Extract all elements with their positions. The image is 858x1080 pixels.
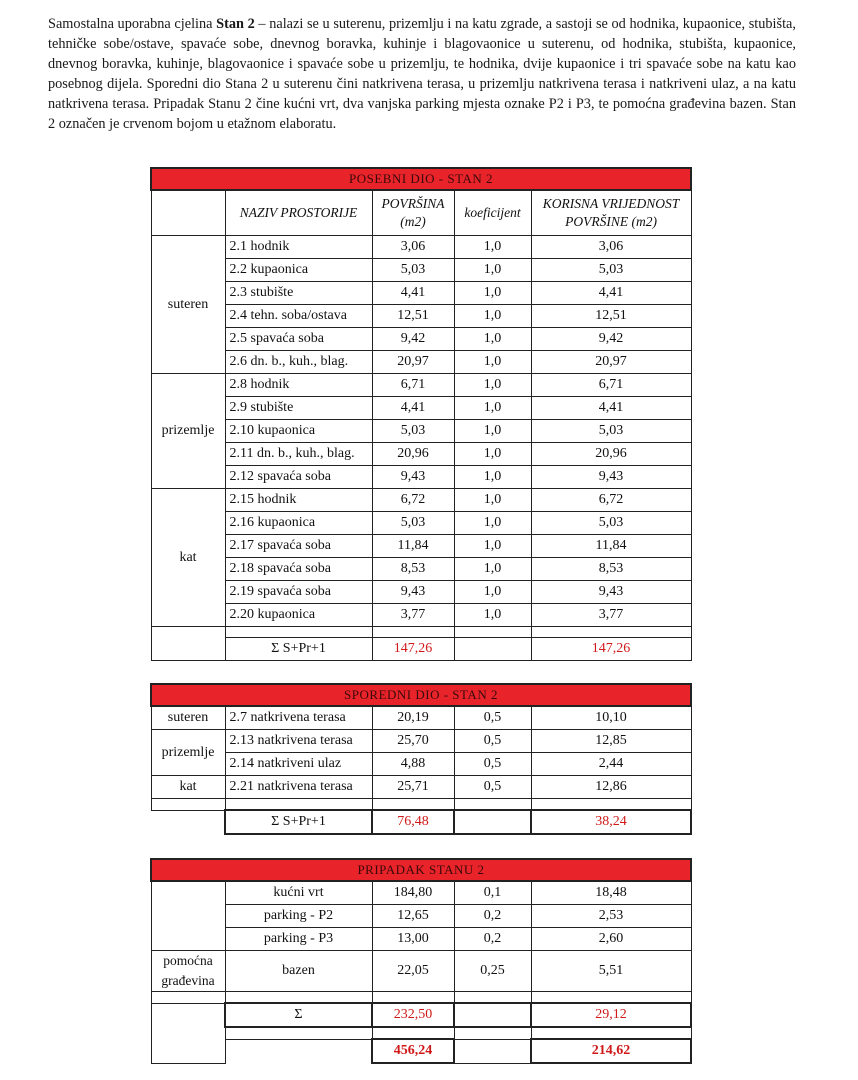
spacer xyxy=(531,627,691,638)
sporedni-row xyxy=(151,730,691,753)
spacer xyxy=(372,992,454,1004)
room-coef: 1,0 xyxy=(454,328,531,351)
col-header-area: POVRŠINA (m2) xyxy=(372,190,454,236)
posebni-row xyxy=(151,466,691,489)
room-name: 2.19 spavaća soba xyxy=(225,581,372,604)
room-coef: 1,0 xyxy=(454,374,531,397)
posebni-row xyxy=(151,236,691,259)
room-useful: 6,72 xyxy=(531,489,691,512)
room-name: 2.10 kupaonica xyxy=(225,420,372,443)
posebni-row xyxy=(151,420,691,443)
col-header-useful: KORISNA VRIJEDNOST POVRŠINE (m2) xyxy=(531,190,691,236)
empty-cell xyxy=(151,881,225,905)
sporedni-dio-title: SPOREDNI DIO - STAN 2 xyxy=(151,684,691,706)
room-coef: 1,0 xyxy=(454,443,531,466)
level-label: suteren xyxy=(151,706,225,730)
level-label: prizemlje xyxy=(151,730,225,776)
room-area: 4,88 xyxy=(372,753,454,776)
spacer xyxy=(372,1027,454,1039)
room-name: 2.20 kupaonica xyxy=(225,604,372,627)
posebni-row xyxy=(151,351,691,374)
room-area: 20,19 xyxy=(372,706,454,730)
level-label: prizemlje xyxy=(151,374,225,489)
room-useful: 12,86 xyxy=(531,776,691,799)
room-name: 2.7 natkrivena terasa xyxy=(225,706,372,730)
room-coef: 0,5 xyxy=(454,753,531,776)
empty-cell xyxy=(151,905,225,928)
room-useful: 10,10 xyxy=(531,706,691,730)
spacer xyxy=(225,1027,372,1039)
room-useful: 5,03 xyxy=(531,259,691,282)
room-area: 9,42 xyxy=(372,328,454,351)
room-name: 2.6 dn. b., kuh., blag. xyxy=(225,351,372,374)
room-name: 2.16 kupaonica xyxy=(225,512,372,535)
room-useful: 6,71 xyxy=(531,374,691,397)
room-useful: 12,51 xyxy=(531,305,691,328)
pripadak-item-useful: 18,48 xyxy=(531,881,691,905)
room-coef: 1,0 xyxy=(454,581,531,604)
room-coef: 1,0 xyxy=(454,420,531,443)
pripadak-item-name: bazen xyxy=(225,951,372,992)
room-useful: 9,42 xyxy=(531,328,691,351)
pripadak-item-useful: 2,53 xyxy=(531,905,691,928)
room-area: 12,51 xyxy=(372,305,454,328)
posebni-dio-title: POSEBNI DIO - STAN 2 xyxy=(151,168,691,190)
posebni-row xyxy=(151,443,691,466)
room-area: 3,77 xyxy=(372,604,454,627)
pripadak-total-useful: 29,12 xyxy=(531,1003,691,1027)
side-label-line2: građevina xyxy=(161,973,215,988)
room-area: 20,96 xyxy=(372,443,454,466)
posebni-row xyxy=(151,604,691,627)
spacer xyxy=(225,799,372,811)
spacer xyxy=(151,799,225,811)
grand-total-useful: 214,62 xyxy=(531,1039,691,1063)
sporedni-row xyxy=(151,753,691,776)
room-area: 6,72 xyxy=(372,489,454,512)
posebni-row xyxy=(151,489,691,512)
pripadak-table xyxy=(150,858,692,1064)
posebni-row xyxy=(151,512,691,535)
room-area: 5,03 xyxy=(372,420,454,443)
empty-cell xyxy=(454,810,531,834)
pripadak-title: PRIPADAK STANU 2 xyxy=(151,859,691,881)
sporedni-dio-table xyxy=(150,683,692,835)
room-coef: 1,0 xyxy=(454,466,531,489)
posebni-total-label: Σ S+Pr+1 xyxy=(225,638,372,661)
room-useful: 3,77 xyxy=(531,604,691,627)
col-header-coef: koeficijent xyxy=(454,190,531,236)
intro-text-start: Samostalna uporabna cjelina xyxy=(48,16,217,32)
pripadak-total-label: Σ xyxy=(225,1003,372,1027)
sporedni-row xyxy=(151,776,691,799)
room-useful: 5,03 xyxy=(531,512,691,535)
spacer xyxy=(372,799,454,811)
room-useful: 4,41 xyxy=(531,397,691,420)
pripadak-item-area: 13,00 xyxy=(372,928,454,951)
empty-cell xyxy=(151,638,225,661)
posebni-row xyxy=(151,305,691,328)
posebni-row xyxy=(151,328,691,351)
room-name: 2.8 hodnik xyxy=(225,374,372,397)
sporedni-row xyxy=(151,706,691,730)
posebni-row xyxy=(151,558,691,581)
room-name: 2.2 kupaonica xyxy=(225,259,372,282)
room-name: 2.1 hodnik xyxy=(225,236,372,259)
spacer xyxy=(225,992,372,1004)
empty-cell xyxy=(151,190,225,236)
posebni-row xyxy=(151,374,691,397)
posebni-row xyxy=(151,282,691,305)
room-coef: 1,0 xyxy=(454,512,531,535)
room-name: 2.14 natkriveni ulaz xyxy=(225,753,372,776)
pripadak-item-useful: 5,51 xyxy=(531,951,691,992)
pomocna-gradevina-label xyxy=(151,951,225,992)
room-area: 11,84 xyxy=(372,535,454,558)
room-coef: 1,0 xyxy=(454,604,531,627)
room-area: 25,71 xyxy=(372,776,454,799)
room-name: 2.11 dn. b., kuh., blag. xyxy=(225,443,372,466)
room-coef: 1,0 xyxy=(454,535,531,558)
room-useful: 20,97 xyxy=(531,351,691,374)
spacer xyxy=(531,992,691,1004)
room-coef: 1,0 xyxy=(454,259,531,282)
posebni-total-area: 147,26 xyxy=(372,638,454,661)
spacer xyxy=(454,992,531,1004)
spacer xyxy=(531,799,691,811)
intro-text-rest: – nalazi se u suterenu, prizemlju i na katu zgrade, a sastoji se od hodnika, kupaonice, stubišta, tehničke sobe/ostave, spavaće sobe, dnevnog boravka, kuhinje i blagovaonice u suterenu, od hodnika, stubišta, kupaonice, dnevnog boravka, kuhinje, blagovaonice i spavaće sobe u prizemlju, te hodnika, dvije kupaonice i tri spavaće sobe na katu kao posebnog dijela. Sporedni dio Stana 2 u suterenu čini natkrivena terasa, u prizemlju natkrivena terasa i natkriveni ulaz, a na katu natkrivena terasa. Pripadak Stanu 2 čine kućni vrt, dva vanjska parking mjesta oznake P2 i P3, te pomoćna građevina bazen. Stan 2 označen je crvenom bojom u etažnom elaboratu. xyxy=(48,16,796,132)
empty-cell xyxy=(151,1003,225,1027)
intro-paragraph xyxy=(48,14,796,134)
room-area: 5,03 xyxy=(372,512,454,535)
room-name: 2.15 hodnik xyxy=(225,489,372,512)
room-coef: 1,0 xyxy=(454,397,531,420)
level-label: kat xyxy=(151,776,225,799)
spacer xyxy=(151,992,225,1004)
room-useful: 12,85 xyxy=(531,730,691,753)
room-name: 2.5 spavaća soba xyxy=(225,328,372,351)
room-area: 4,41 xyxy=(372,397,454,420)
pripadak-item-coef: 0,2 xyxy=(454,928,531,951)
room-useful: 2,44 xyxy=(531,753,691,776)
room-area: 8,53 xyxy=(372,558,454,581)
spacer xyxy=(454,627,531,638)
pripadak-item-coef: 0,25 xyxy=(454,951,531,992)
sporedni-total-area: 76,48 xyxy=(372,810,454,834)
room-useful: 3,06 xyxy=(531,236,691,259)
room-name: 2.18 spavaća soba xyxy=(225,558,372,581)
spacer xyxy=(151,1027,225,1039)
pripadak-item-coef: 0,1 xyxy=(454,881,531,905)
pripadak-item-name: parking - P3 xyxy=(225,928,372,951)
room-coef: 0,5 xyxy=(454,706,531,730)
empty-cell xyxy=(225,1039,372,1063)
spacer xyxy=(454,799,531,811)
room-useful: 4,41 xyxy=(531,282,691,305)
pripadak-item-name: parking - P2 xyxy=(225,905,372,928)
pripadak-item-name: kućni vrt xyxy=(225,881,372,905)
empty-cell xyxy=(151,810,225,834)
room-coef: 1,0 xyxy=(454,558,531,581)
level-label: kat xyxy=(151,489,225,627)
room-name: 2.17 spavaća soba xyxy=(225,535,372,558)
room-useful: 5,03 xyxy=(531,420,691,443)
pripadak-item-area: 22,05 xyxy=(372,951,454,992)
room-coef: 0,5 xyxy=(454,776,531,799)
empty-cell xyxy=(454,638,531,661)
room-coef: 1,0 xyxy=(454,282,531,305)
posebni-row xyxy=(151,259,691,282)
empty-cell xyxy=(151,1039,225,1063)
room-coef: 1,0 xyxy=(454,305,531,328)
room-name: 2.21 natkrivena terasa xyxy=(225,776,372,799)
room-useful: 9,43 xyxy=(531,581,691,604)
pripadak-total-area: 232,50 xyxy=(372,1003,454,1027)
level-label: suteren xyxy=(151,236,225,374)
room-name: 2.13 natkrivena terasa xyxy=(225,730,372,753)
room-area: 6,71 xyxy=(372,374,454,397)
room-coef: 1,0 xyxy=(454,236,531,259)
room-area: 25,70 xyxy=(372,730,454,753)
side-label-line1: pomoćna xyxy=(163,953,213,968)
spacer xyxy=(531,1027,691,1039)
room-name: 2.3 stubište xyxy=(225,282,372,305)
room-area: 9,43 xyxy=(372,466,454,489)
spacer xyxy=(454,1027,531,1039)
room-useful: 9,43 xyxy=(531,466,691,489)
posebni-total-useful: 147,26 xyxy=(531,638,691,661)
posebni-row xyxy=(151,581,691,604)
pripadak-item-coef: 0,2 xyxy=(454,905,531,928)
room-area: 3,06 xyxy=(372,236,454,259)
posebni-dio-table xyxy=(150,167,692,661)
empty-cell xyxy=(151,928,225,951)
room-name: 2.9 stubište xyxy=(225,397,372,420)
pripadak-item-useful: 2,60 xyxy=(531,928,691,951)
room-name: 2.4 tehn. soba/ostava xyxy=(225,305,372,328)
room-area: 5,03 xyxy=(372,259,454,282)
room-coef: 1,0 xyxy=(454,351,531,374)
empty-cell xyxy=(454,1003,531,1027)
room-area: 9,43 xyxy=(372,581,454,604)
room-useful: 8,53 xyxy=(531,558,691,581)
room-useful: 20,96 xyxy=(531,443,691,466)
sporedni-total-useful: 38,24 xyxy=(531,810,691,834)
room-name: 2.12 spavaća soba xyxy=(225,466,372,489)
empty-cell xyxy=(454,1039,531,1063)
room-area: 20,97 xyxy=(372,351,454,374)
room-area: 4,41 xyxy=(372,282,454,305)
room-coef: 1,0 xyxy=(454,489,531,512)
room-useful: 11,84 xyxy=(531,535,691,558)
posebni-row xyxy=(151,397,691,420)
sporedni-total-label: Σ S+Pr+1 xyxy=(225,810,372,834)
spacer xyxy=(225,627,372,638)
pripadak-item-area: 12,65 xyxy=(372,905,454,928)
pripadak-item-area: 184,80 xyxy=(372,881,454,905)
spacer xyxy=(372,627,454,638)
posebni-row xyxy=(151,535,691,558)
intro-unit-name: Stan 2 xyxy=(216,16,255,32)
col-header-name: NAZIV PROSTORIJE xyxy=(225,190,372,236)
room-coef: 0,5 xyxy=(454,730,531,753)
spacer xyxy=(151,627,225,638)
grand-total-area: 456,24 xyxy=(372,1039,454,1063)
